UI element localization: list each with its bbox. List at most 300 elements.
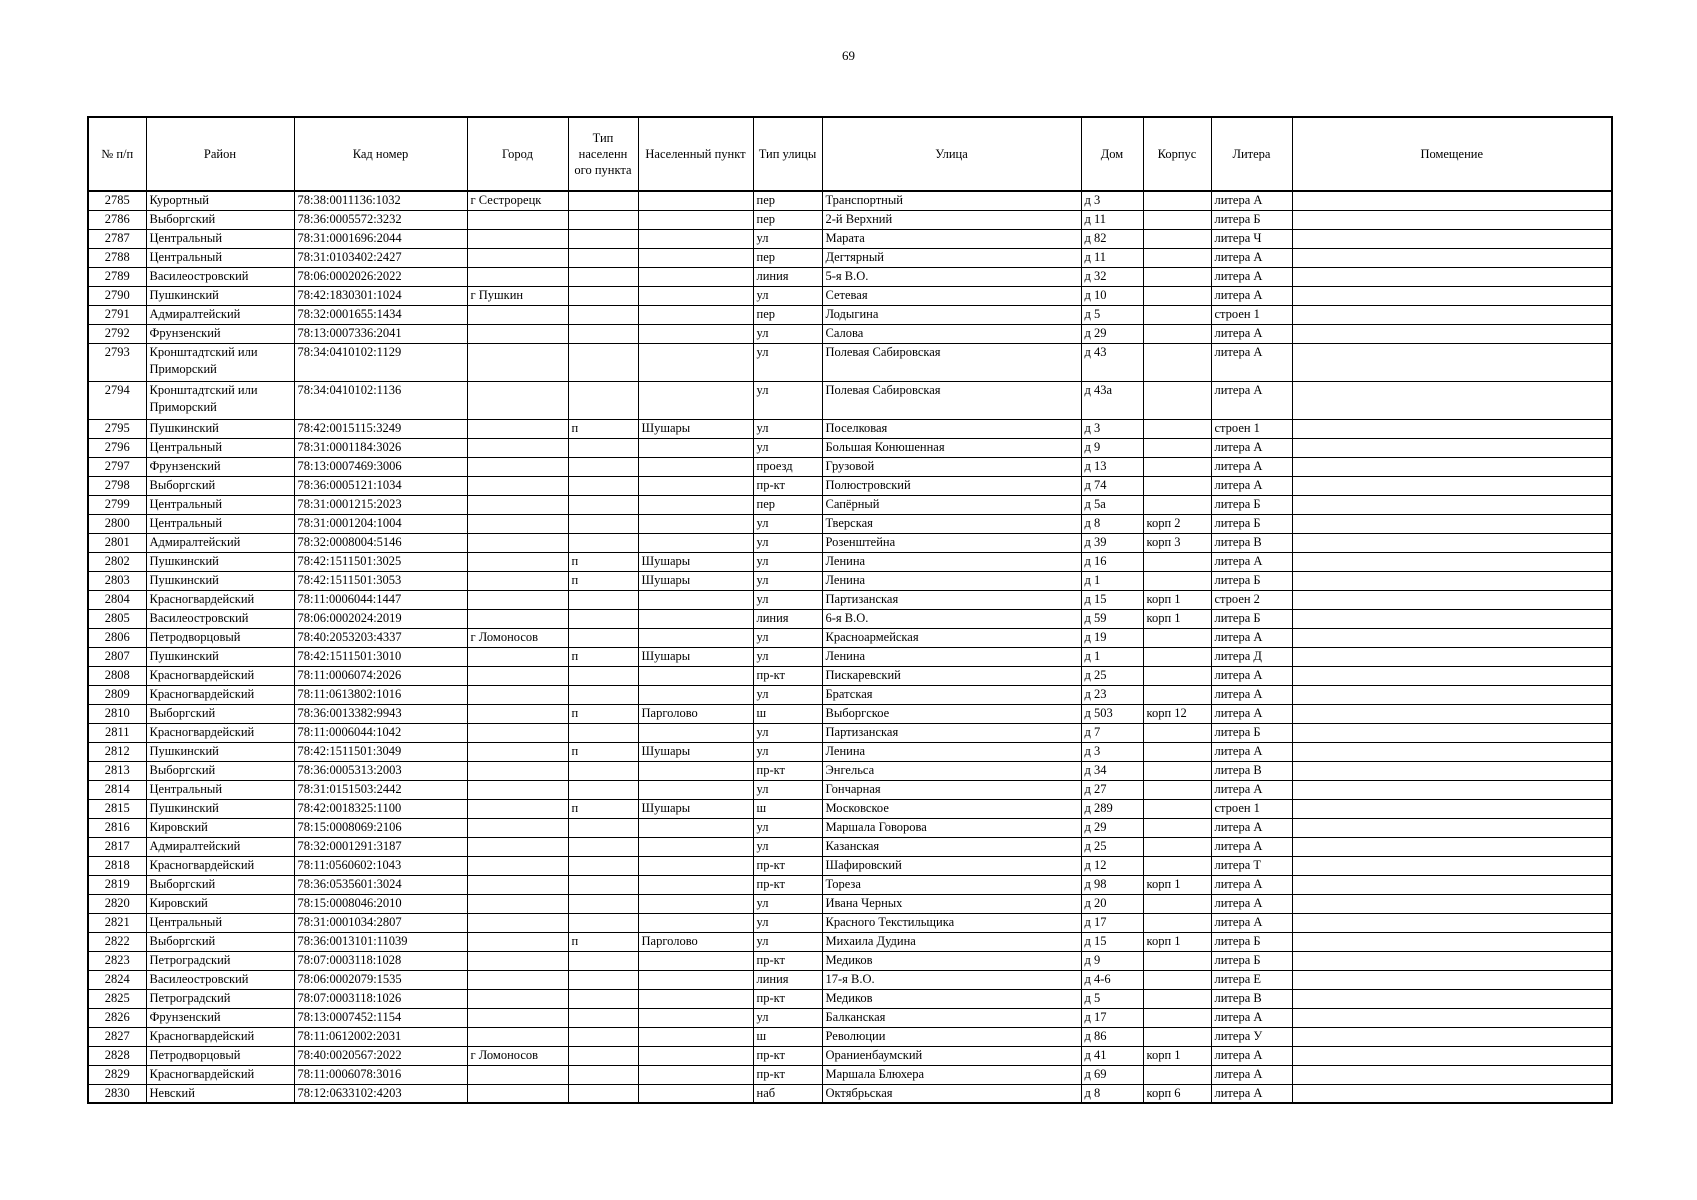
cell-city — [467, 305, 568, 324]
cell-cadastral-number: 78:11:0613802:1016 — [294, 685, 467, 704]
cell-district: Петродворцовый — [146, 628, 294, 647]
header-street-type: Тип улицы — [753, 117, 822, 191]
cell-building — [1143, 970, 1211, 989]
cell-cadastral-number: 78:07:0003118:1028 — [294, 951, 467, 970]
cell-number: 2809 — [88, 685, 146, 704]
cell-letter: строен 1 — [1211, 419, 1292, 438]
cell-building — [1143, 913, 1211, 932]
cell-house: д 23 — [1081, 685, 1143, 704]
cell-letter: литера В — [1211, 761, 1292, 780]
cell-premises — [1292, 685, 1612, 704]
cell-district: Петродворцовый — [146, 1046, 294, 1065]
cell-locality — [638, 381, 753, 419]
cell-building — [1143, 742, 1211, 761]
cell-city — [467, 932, 568, 951]
cell-city — [467, 343, 568, 381]
cell-number: 2803 — [88, 571, 146, 590]
cell-building — [1143, 476, 1211, 495]
table-row — [88, 932, 1612, 951]
cell-cadastral-number: 78:34:0410102:1129 — [294, 343, 467, 381]
cell-cadastral-number: 78:38:0011136:1032 — [294, 191, 467, 210]
cell-building: корп 1 — [1143, 932, 1211, 951]
cell-locality — [638, 343, 753, 381]
table-row — [88, 495, 1612, 514]
cell-locality-type — [568, 305, 638, 324]
table-row — [88, 571, 1612, 590]
cell-building — [1143, 552, 1211, 571]
cell-street: 5-я В.О. — [822, 267, 1081, 286]
table-row — [88, 1084, 1612, 1103]
cell-locality-type — [568, 1046, 638, 1065]
cell-city — [467, 381, 568, 419]
cell-street: Тореза — [822, 875, 1081, 894]
cell-street-type: пр-кт — [753, 476, 822, 495]
cell-letter: литера А — [1211, 837, 1292, 856]
cell-locality-type: п — [568, 704, 638, 723]
cell-building: корп 1 — [1143, 1046, 1211, 1065]
table-header — [88, 117, 1612, 191]
cell-letter: литера А — [1211, 191, 1292, 210]
table-row — [88, 837, 1612, 856]
cell-house: д 5 — [1081, 305, 1143, 324]
cell-street-type: ул — [753, 780, 822, 799]
cell-street: Транспортный — [822, 191, 1081, 210]
cell-premises — [1292, 818, 1612, 837]
cell-district: Пушкинский — [146, 799, 294, 818]
cell-number: 2817 — [88, 837, 146, 856]
cell-premises — [1292, 723, 1612, 742]
cell-number: 2797 — [88, 457, 146, 476]
cell-premises — [1292, 438, 1612, 457]
table-row — [88, 343, 1612, 381]
cell-district: Адмиралтейский — [146, 837, 294, 856]
cell-street: Ленина — [822, 742, 1081, 761]
cell-number: 2826 — [88, 1008, 146, 1027]
cell-city — [467, 1065, 568, 1084]
cell-premises — [1292, 666, 1612, 685]
cell-letter: литера В — [1211, 989, 1292, 1008]
header-city: Город — [467, 117, 568, 191]
cell-premises — [1292, 799, 1612, 818]
header-row — [88, 117, 1612, 191]
cell-district: Василеостровский — [146, 609, 294, 628]
cell-number: 2820 — [88, 894, 146, 913]
cell-city — [467, 248, 568, 267]
cell-street-type: ул — [753, 932, 822, 951]
cell-street-type: ул — [753, 590, 822, 609]
cell-number: 2808 — [88, 666, 146, 685]
cell-locality — [638, 229, 753, 248]
cell-number: 2785 — [88, 191, 146, 210]
cell-locality — [638, 248, 753, 267]
cell-cadastral-number: 78:42:1511501:3025 — [294, 552, 467, 571]
cell-cadastral-number: 78:34:0410102:1136 — [294, 381, 467, 419]
cell-cadastral-number: 78:31:0001215:2023 — [294, 495, 467, 514]
cell-city — [467, 590, 568, 609]
cell-street-type: ул — [753, 324, 822, 343]
cell-street-type: ул — [753, 286, 822, 305]
cell-cadastral-number: 78:42:0015115:3249 — [294, 419, 467, 438]
cell-cadastral-number: 78:42:1511501:3053 — [294, 571, 467, 590]
cell-building — [1143, 837, 1211, 856]
cell-street: Полюстровский — [822, 476, 1081, 495]
cell-locality — [638, 457, 753, 476]
cell-street: Красноармейская — [822, 628, 1081, 647]
cell-number: 2790 — [88, 286, 146, 305]
cell-street: Пискаревский — [822, 666, 1081, 685]
cell-house: д 10 — [1081, 286, 1143, 305]
cell-building — [1143, 666, 1211, 685]
table-row — [88, 267, 1612, 286]
cell-district: Центральный — [146, 514, 294, 533]
cell-locality-type — [568, 970, 638, 989]
cell-street-type: ул — [753, 419, 822, 438]
cell-number: 2807 — [88, 647, 146, 666]
cell-street: Сапёрный — [822, 495, 1081, 514]
cell-locality-type — [568, 533, 638, 552]
cell-locality — [638, 1046, 753, 1065]
cell-house: д 5 — [1081, 989, 1143, 1008]
header-cadastral-number: Кад номер — [294, 117, 467, 191]
cell-number: 2812 — [88, 742, 146, 761]
cell-house: д 5а — [1081, 495, 1143, 514]
cell-locality-type: п — [568, 647, 638, 666]
cell-premises — [1292, 267, 1612, 286]
cell-street-type: ул — [753, 647, 822, 666]
cell-locality — [638, 628, 753, 647]
cell-building — [1143, 780, 1211, 799]
cell-locality — [638, 685, 753, 704]
cell-street-type: пр-кт — [753, 666, 822, 685]
table-row — [88, 913, 1612, 932]
cell-building — [1143, 457, 1211, 476]
cell-locality-type: п — [568, 552, 638, 571]
cell-district: Кировский — [146, 894, 294, 913]
cell-premises — [1292, 324, 1612, 343]
cell-number: 2813 — [88, 761, 146, 780]
cell-locality — [638, 894, 753, 913]
cell-locality-type — [568, 590, 638, 609]
cell-locality-type: п — [568, 932, 638, 951]
cell-district: Выборгский — [146, 761, 294, 780]
table-row — [88, 989, 1612, 1008]
cell-premises — [1292, 419, 1612, 438]
cell-locality-type — [568, 856, 638, 875]
cell-street-type: пер — [753, 191, 822, 210]
cell-street: Революции — [822, 1027, 1081, 1046]
cell-premises — [1292, 495, 1612, 514]
table-row — [88, 894, 1612, 913]
cell-cadastral-number: 78:42:1511501:3049 — [294, 742, 467, 761]
cell-locality-type — [568, 913, 638, 932]
cell-locality-type — [568, 989, 638, 1008]
cell-district: Выборгский — [146, 476, 294, 495]
cell-locality: Шушары — [638, 552, 753, 571]
cell-district: Адмиралтейский — [146, 533, 294, 552]
cell-number: 2819 — [88, 875, 146, 894]
cell-street: Казанская — [822, 837, 1081, 856]
cell-building: корп 1 — [1143, 875, 1211, 894]
cell-building — [1143, 381, 1211, 419]
cell-locality — [638, 210, 753, 229]
cell-building — [1143, 761, 1211, 780]
table-row — [88, 761, 1612, 780]
cell-house: д 19 — [1081, 628, 1143, 647]
cell-street: Партизанская — [822, 723, 1081, 742]
cell-street: Шафировский — [822, 856, 1081, 875]
cell-district: Курортный — [146, 191, 294, 210]
cell-street: Ленина — [822, 571, 1081, 590]
cell-letter: литера А — [1211, 1046, 1292, 1065]
cell-house: д 43 — [1081, 343, 1143, 381]
cell-house: д 20 — [1081, 894, 1143, 913]
cell-city — [467, 647, 568, 666]
cell-locality: Шушары — [638, 419, 753, 438]
table-row — [88, 533, 1612, 552]
cell-city: г Ломоносов — [467, 628, 568, 647]
cell-city — [467, 666, 568, 685]
cell-city — [467, 1008, 568, 1027]
cell-street-type: ул — [753, 913, 822, 932]
cell-locality-type — [568, 875, 638, 894]
cell-locality — [638, 913, 753, 932]
cell-city: г Сестрорецк — [467, 191, 568, 210]
cell-number: 2786 — [88, 210, 146, 229]
cell-street-type: ул — [753, 723, 822, 742]
table-row — [88, 799, 1612, 818]
cell-house: д 34 — [1081, 761, 1143, 780]
cell-locality — [638, 191, 753, 210]
cell-cadastral-number: 78:31:0001696:2044 — [294, 229, 467, 248]
cell-house: д 3 — [1081, 742, 1143, 761]
cell-locality-type — [568, 476, 638, 495]
cell-street: Ораниенбаумский — [822, 1046, 1081, 1065]
cell-letter: литера А — [1211, 267, 1292, 286]
cell-letter: литера А — [1211, 1065, 1292, 1084]
cell-street: Гончарная — [822, 780, 1081, 799]
cell-street-type: ул — [753, 514, 822, 533]
cell-number: 2824 — [88, 970, 146, 989]
cell-letter: строен 1 — [1211, 799, 1292, 818]
cell-locality-type — [568, 229, 638, 248]
cell-number: 2806 — [88, 628, 146, 647]
table-row — [88, 818, 1612, 837]
cell-street-type: пер — [753, 305, 822, 324]
cell-letter: литера Б — [1211, 495, 1292, 514]
cell-city — [467, 571, 568, 590]
cell-city — [467, 1027, 568, 1046]
cell-cadastral-number: 78:36:0013382:9943 — [294, 704, 467, 723]
cell-street: Ленина — [822, 552, 1081, 571]
cell-premises — [1292, 932, 1612, 951]
cell-number: 2791 — [88, 305, 146, 324]
cell-street-type: линия — [753, 267, 822, 286]
cell-number: 2795 — [88, 419, 146, 438]
cell-house: д 9 — [1081, 438, 1143, 457]
cell-district: Невский — [146, 1084, 294, 1103]
cell-building: корп 2 — [1143, 514, 1211, 533]
cell-building — [1143, 305, 1211, 324]
cell-building — [1143, 438, 1211, 457]
cell-street-type: пер — [753, 248, 822, 267]
cell-cadastral-number: 78:40:2053203:4337 — [294, 628, 467, 647]
cell-locality — [638, 1084, 753, 1103]
table-row — [88, 438, 1612, 457]
cell-number: 2800 — [88, 514, 146, 533]
cell-locality-type — [568, 761, 638, 780]
header-locality-type: Тип населенн ого пункта — [568, 117, 638, 191]
cell-locality — [638, 305, 753, 324]
header-building: Корпус — [1143, 117, 1211, 191]
cell-cadastral-number: 78:42:1511501:3010 — [294, 647, 467, 666]
cell-letter: литера Б — [1211, 951, 1292, 970]
cell-house: д 41 — [1081, 1046, 1143, 1065]
cell-cadastral-number: 78:11:0560602:1043 — [294, 856, 467, 875]
cell-letter: литера А — [1211, 438, 1292, 457]
header-locality: Населенный пункт — [638, 117, 753, 191]
cell-letter: строен 1 — [1211, 305, 1292, 324]
cell-street-type: пр-кт — [753, 1065, 822, 1084]
cell-city — [467, 1084, 568, 1103]
cell-letter: литера А — [1211, 457, 1292, 476]
cell-district: Красногвардейский — [146, 685, 294, 704]
cell-district: Красногвардейский — [146, 723, 294, 742]
cell-city — [467, 495, 568, 514]
cell-locality-type — [568, 495, 638, 514]
cell-premises — [1292, 837, 1612, 856]
cell-house: д 4-6 — [1081, 970, 1143, 989]
cell-number: 2811 — [88, 723, 146, 742]
cell-premises — [1292, 1084, 1612, 1103]
cell-city — [467, 419, 568, 438]
cell-street: Маршала Блюхера — [822, 1065, 1081, 1084]
cell-locality — [638, 495, 753, 514]
cell-locality-type — [568, 248, 638, 267]
cell-locality-type: п — [568, 742, 638, 761]
cell-street: 2-й Верхний — [822, 210, 1081, 229]
cell-premises — [1292, 514, 1612, 533]
cell-city: г Ломоносов — [467, 1046, 568, 1065]
cell-district: Пушкинский — [146, 286, 294, 305]
cell-premises — [1292, 1027, 1612, 1046]
cell-street: Красного Текстильщика — [822, 913, 1081, 932]
cell-cadastral-number: 78:40:0020567:2022 — [294, 1046, 467, 1065]
cell-locality-type — [568, 685, 638, 704]
cell-city — [467, 267, 568, 286]
table-row — [88, 514, 1612, 533]
cell-cadastral-number: 78:13:0007336:2041 — [294, 324, 467, 343]
cell-locality — [638, 609, 753, 628]
cell-building — [1143, 647, 1211, 666]
cell-number: 2821 — [88, 913, 146, 932]
cell-cadastral-number: 78:11:0006044:1042 — [294, 723, 467, 742]
cell-cadastral-number: 78:31:0151503:2442 — [294, 780, 467, 799]
cell-house: д 1 — [1081, 647, 1143, 666]
cell-city — [467, 210, 568, 229]
cell-locality — [638, 875, 753, 894]
cell-letter: литера Б — [1211, 571, 1292, 590]
cell-locality — [638, 438, 753, 457]
table-row — [88, 970, 1612, 989]
cell-building: корп 3 — [1143, 533, 1211, 552]
cell-house: д 17 — [1081, 913, 1143, 932]
cell-street-type: ул — [753, 229, 822, 248]
cell-locality-type — [568, 837, 638, 856]
cell-street: Тверская — [822, 514, 1081, 533]
cell-locality — [638, 590, 753, 609]
cell-locality — [638, 856, 753, 875]
cell-number: 2805 — [88, 609, 146, 628]
cell-street: Энгельса — [822, 761, 1081, 780]
cell-building — [1143, 799, 1211, 818]
cell-locality-type — [568, 324, 638, 343]
cell-street: Октябрьская — [822, 1084, 1081, 1103]
table-row — [88, 609, 1612, 628]
cell-city — [467, 989, 568, 1008]
cell-street-type: пр-кт — [753, 856, 822, 875]
cell-locality-type — [568, 1084, 638, 1103]
cell-house: д 39 — [1081, 533, 1143, 552]
cell-street-type: ул — [753, 818, 822, 837]
page-number: 69 — [842, 48, 855, 63]
cell-premises — [1292, 609, 1612, 628]
cell-city — [467, 609, 568, 628]
cell-house: д 98 — [1081, 875, 1143, 894]
cell-house: д 86 — [1081, 1027, 1143, 1046]
cell-city — [467, 742, 568, 761]
cell-locality-type — [568, 191, 638, 210]
cell-city — [467, 799, 568, 818]
cell-street: Полевая Сабировская — [822, 343, 1081, 381]
cell-letter: литера А — [1211, 381, 1292, 419]
table-body — [88, 191, 1612, 1103]
cell-number: 2793 — [88, 343, 146, 381]
cell-house: д 9 — [1081, 951, 1143, 970]
cell-locality-type — [568, 343, 638, 381]
cell-number: 2829 — [88, 1065, 146, 1084]
cell-letter: литера Б — [1211, 932, 1292, 951]
cell-number: 2827 — [88, 1027, 146, 1046]
cell-street: Марата — [822, 229, 1081, 248]
cell-city: г Пушкин — [467, 286, 568, 305]
cell-locality — [638, 818, 753, 837]
table-row — [88, 419, 1612, 438]
cell-locality — [638, 267, 753, 286]
cell-locality: Парголово — [638, 704, 753, 723]
cell-premises — [1292, 628, 1612, 647]
cell-street: Дегтярный — [822, 248, 1081, 267]
cell-premises — [1292, 875, 1612, 894]
cell-number: 2816 — [88, 818, 146, 837]
cell-street-type: ул — [753, 742, 822, 761]
cell-house: д 29 — [1081, 324, 1143, 343]
header-number: № п/п — [88, 117, 146, 191]
cell-cadastral-number: 78:06:0002026:2022 — [294, 267, 467, 286]
cell-letter: строен 2 — [1211, 590, 1292, 609]
cell-district: Петроградский — [146, 989, 294, 1008]
cell-cadastral-number: 78:11:0006044:1447 — [294, 590, 467, 609]
cell-premises — [1292, 780, 1612, 799]
cell-locality-type — [568, 894, 638, 913]
cell-letter: литера Д — [1211, 647, 1292, 666]
cell-locality — [638, 1027, 753, 1046]
cell-city — [467, 533, 568, 552]
cell-house: д 69 — [1081, 1065, 1143, 1084]
cell-street: Выборгское — [822, 704, 1081, 723]
cell-city — [467, 951, 568, 970]
cell-building — [1143, 419, 1211, 438]
table-row — [88, 666, 1612, 685]
